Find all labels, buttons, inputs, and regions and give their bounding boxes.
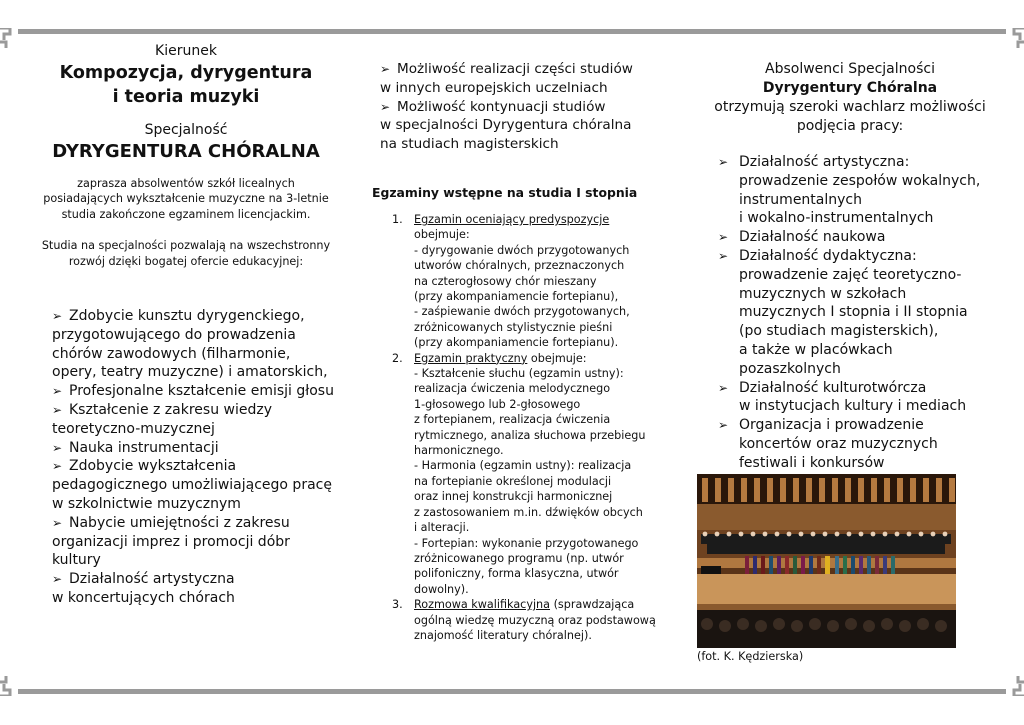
exam-line: na czterogłosowy chór mieszany <box>414 274 597 288</box>
exam-line: z zastosowaniem m.in. dźwięków obcych <box>414 505 643 519</box>
exam-line: z fortepianem, realizacja ćwiczenia <box>414 413 611 427</box>
list-text: Działalność naukowa <box>739 229 886 246</box>
list-item <box>52 514 336 570</box>
exam-line: na fortepianie określonej modulacji <box>414 474 612 488</box>
exam-title: Rozmowa kwalifikacyjna <box>414 598 551 612</box>
arrow-bullet-icon: ➢ <box>52 515 63 530</box>
list-text: w koncertujących chórach <box>52 589 235 606</box>
exam-line: realizacja ćwiczenia melodycznego <box>414 382 611 396</box>
list-text: muzycznych I stopnia i II stopnia <box>739 304 968 321</box>
graduates-line-4: podjęcia pracy: <box>796 118 904 134</box>
list-text: koncertów oraz muzycznych <box>739 435 938 452</box>
list-text: Kształcenie z zakresu wiedzy <box>69 402 272 419</box>
exam-line: harmonicznego. <box>414 444 504 458</box>
list-text: na studiach magisterskich <box>380 136 559 153</box>
list-text: w innych europejskich uczelniach <box>380 79 608 96</box>
exam-line: - Kształcenie słuchu (egzamin ustny): <box>414 367 624 381</box>
exam-item <box>372 351 662 598</box>
list-text: Organizacja i prowadzenie <box>739 417 924 434</box>
specjalnosc-label: Specjalność <box>144 122 228 138</box>
top-border-rule <box>18 29 1006 34</box>
list-text: prowadzenie zajęć teoretyczno- <box>739 266 962 283</box>
list-item <box>52 382 336 401</box>
list-text: Profesjonalne kształcenie emisji głosu <box>69 383 334 400</box>
exam-heading: Egzaminy wstępne na studia I stopnia <box>372 184 638 200</box>
arrow-bullet-icon: ➢ <box>718 230 729 245</box>
exam-line: zróżnicowanych stylistycznie pieśni <box>414 320 613 334</box>
exam-title-suffix: (sprawdzająca <box>550 598 635 612</box>
intro-line: posiadających wykształcenie muzyczne na 3-letnie <box>43 192 329 206</box>
list-text: chórów zawodowych (filharmonie, <box>52 345 291 362</box>
list-text: kultury <box>52 552 101 569</box>
list-text: Działalność artystyczna: <box>739 154 910 170</box>
middle-column <box>372 60 662 643</box>
list-text: przygotowującego do prowadzenia <box>52 326 296 343</box>
exam-number: 3. <box>392 598 403 612</box>
list-item <box>380 98 662 154</box>
list-text: (po studiach magisterskich), <box>739 323 939 340</box>
arrow-bullet-icon: ➢ <box>380 99 391 114</box>
list-text: festiwali i konkursów <box>739 454 885 471</box>
exam-line: - dyrygowanie dwóch przygotowanych <box>414 243 630 257</box>
exam-line: dowolny). <box>414 582 469 596</box>
exam-line: polifoniczny, forma klasyczna, utwór <box>414 567 619 581</box>
kierunek-title-line-2: i teoria muzyki <box>112 87 260 107</box>
list-item <box>718 153 1000 228</box>
exam-line: oraz innej konstrukcji harmonicznej <box>414 490 613 504</box>
arrow-bullet-icon: ➢ <box>52 459 63 474</box>
photo-caption: (fot. K. Kędzierska) <box>697 650 804 663</box>
studia-line: rozwój dzięki bogatej ofercie edukacyjnej: <box>68 254 304 268</box>
list-text: Działalność kulturotwórcza <box>739 379 927 396</box>
list-item <box>52 457 336 513</box>
exam-line: 1-głosowego lub 2-głosowego <box>414 397 581 411</box>
arrow-bullet-icon: ➢ <box>52 403 63 418</box>
specjalnosc-title: DYRYGENTURA CHÓRALNA <box>52 141 320 162</box>
exam-line: - zaśpiewanie dwóch przygotowanych, <box>414 305 630 319</box>
list-text: organizacji imprez i promocji dóbr <box>52 533 290 550</box>
list-text: w specjalności Dyrygentura chóralna <box>380 117 632 134</box>
list-item <box>718 379 1000 417</box>
list-text: instrumentalnych <box>739 191 862 208</box>
intro-line: zaprasza absolwentów szkół licealnych <box>77 177 295 190</box>
bottom-border-rule <box>18 689 1006 694</box>
list-item <box>380 60 662 98</box>
exam-line: zróżnicowanego programu (np. utwór <box>414 551 624 565</box>
exam-number: 2. <box>392 351 403 365</box>
choir-concert-photo <box>697 474 956 648</box>
exam-line: znajomość literatury chóralnej). <box>414 628 592 642</box>
list-text: Możliwość kontynuacji studiów <box>397 98 606 115</box>
exam-line: i alteracji. <box>414 521 470 535</box>
corner-ornament-icon <box>0 28 16 44</box>
studia-line: Studia na specjalności pozwalają na wszechstronny <box>41 239 331 253</box>
corner-ornament-icon <box>0 676 16 692</box>
exam-line: obejmuje: <box>414 228 470 242</box>
kierunek-label: Kierunek <box>155 43 217 59</box>
intro-text <box>36 176 336 222</box>
exam-line: (przy akompaniamencie fortepianu), <box>414 290 619 304</box>
corner-ornament-icon <box>1008 28 1024 44</box>
exam-line: utworów chóralnych, przeznaczonych <box>414 259 625 273</box>
arrow-bullet-icon: ➢ <box>52 572 63 587</box>
list-text: a także w placówkach <box>739 341 893 358</box>
list-text: pozaszkolnych <box>739 360 841 377</box>
exam-line: rytmicznego, analiza słuchowa przebiegu <box>414 428 646 442</box>
arrow-bullet-icon: ➢ <box>52 309 63 324</box>
exam-number: 1. <box>392 212 403 226</box>
list-text: i wokalno-instrumentalnych <box>739 210 934 227</box>
graduates-line-1: Absolwenci Specjalności <box>765 61 935 77</box>
exam-list <box>372 212 662 643</box>
exam-item <box>372 212 662 351</box>
list-text: pedagogicznego umożliwiającego pracę <box>52 477 332 494</box>
list-item <box>52 570 336 608</box>
arrow-bullet-icon: ➢ <box>52 384 63 399</box>
arrow-bullet-icon: ➢ <box>718 248 729 263</box>
graduates-line-3: otrzymują szeroki wachlarz możliwości <box>714 99 986 115</box>
opportunities-list <box>372 60 662 154</box>
list-text: Możliwość realizacji części studiów <box>397 61 633 77</box>
exam-title: Egzamin oceniający predyspozycje <box>414 212 610 226</box>
list-text: muzycznych w szkołach <box>739 285 907 302</box>
right-column <box>700 60 1000 473</box>
list-item <box>52 401 336 439</box>
list-item <box>718 416 1000 472</box>
studia-text <box>36 238 336 269</box>
list-text: w szkolnictwie muzycznym <box>52 496 241 512</box>
exam-title: Egzamin praktyczny <box>414 351 528 365</box>
arrow-bullet-icon: ➢ <box>718 418 729 433</box>
list-text: Zdobycie wykształcenia <box>69 458 237 475</box>
exam-line: ogólną wiedzę muzyczną oraz podstawową <box>414 613 656 627</box>
exam-line: (przy akompaniamencie fortepianu). <box>414 336 619 350</box>
exam-line: - Fortepian: wykonanie przygotowanego <box>414 536 639 550</box>
list-text: w instytucjach kultury i mediach <box>739 398 967 415</box>
exam-item <box>372 597 662 643</box>
list-text: Nauka instrumentacji <box>69 439 219 456</box>
list-item <box>718 247 1000 379</box>
list-item <box>718 228 1000 247</box>
arrow-bullet-icon: ➢ <box>52 440 63 455</box>
offer-list <box>36 307 336 608</box>
list-text: Działalność artystyczna <box>69 571 235 588</box>
exam-title-suffix: obejmuje: <box>527 351 587 365</box>
exam-line: - Harmonia (egzamin ustny): realizacja <box>414 459 632 473</box>
list-text: Nabycie umiejętności z zakresu <box>69 514 290 531</box>
arrow-bullet-icon: ➢ <box>380 62 391 76</box>
list-item <box>52 439 336 458</box>
graduates-line-2: Dyrygentury Chóralna <box>762 80 938 96</box>
arrow-bullet-icon: ➢ <box>718 155 729 169</box>
kierunek-title-line-1: Kompozycja, dyrygentura <box>59 63 313 83</box>
list-text: prowadzenie zespołów wokalnych, <box>739 172 981 189</box>
list-text: opery, teatry muzyczne) i amatorskich, <box>52 364 328 381</box>
intro-line: studia zakończone egzaminem licencjackim. <box>61 207 311 221</box>
list-text: Zdobycie kunsztu dyrygenckiego, <box>69 308 305 325</box>
list-item <box>52 307 336 382</box>
career-list <box>700 153 1000 473</box>
list-text: Działalność dydaktyczna: <box>739 247 917 264</box>
arrow-bullet-icon: ➢ <box>718 380 729 395</box>
corner-ornament-icon <box>1008 676 1024 692</box>
list-text: teoretyczno-muzycznej <box>52 420 215 437</box>
left-column <box>36 42 336 608</box>
